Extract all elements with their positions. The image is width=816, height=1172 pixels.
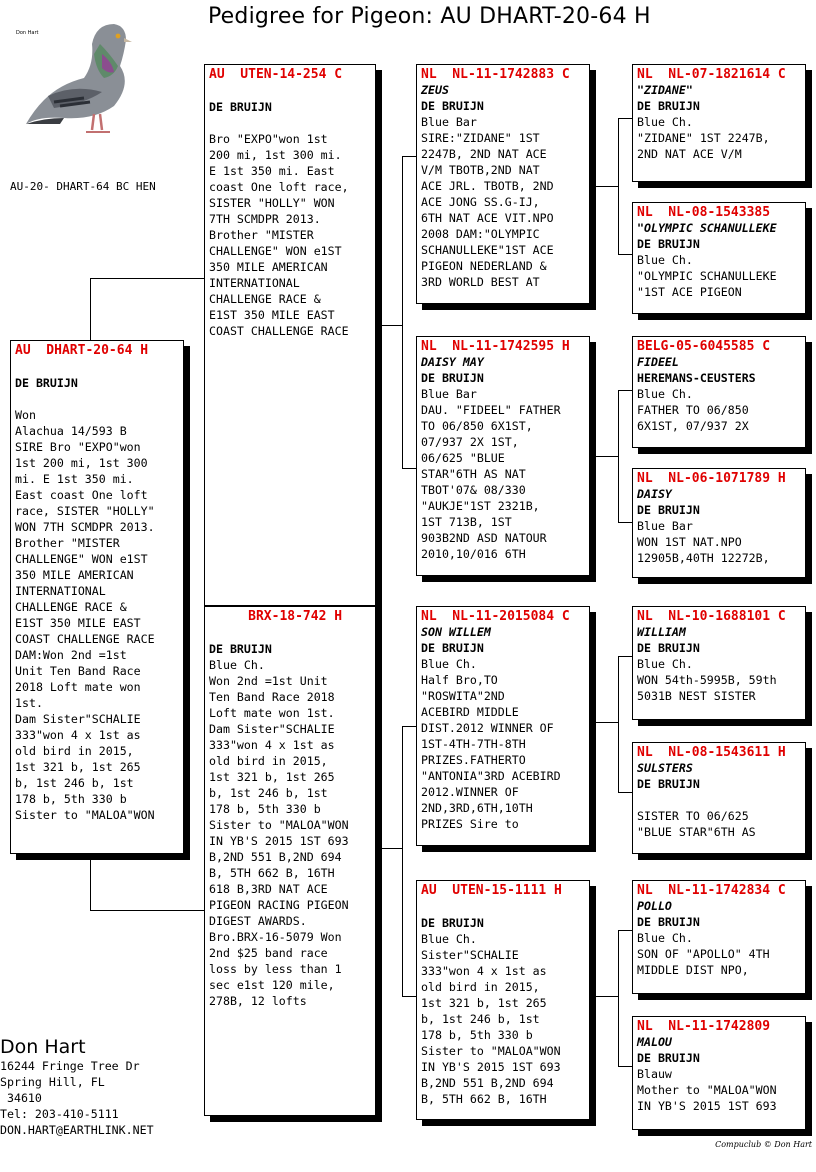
connector-line: [618, 792, 632, 793]
sire-dam-dam-card[interactable]: [632, 468, 806, 578]
ring-number: NL NL-08-1543611 H: [637, 745, 786, 760]
color: Blue Ch.: [209, 658, 265, 672]
pigeon-name: WILLIAM: [637, 625, 686, 639]
ring-number: NL NL-06-1071789 H: [637, 471, 786, 486]
connector-line: [618, 656, 632, 657]
pigeon-name: POLLO: [637, 899, 672, 913]
notes: Sister"SCHALIE 333"won 4 x 1st as old bird in 2015, 1st 321 b, 1st 265 b, 1st 246 b, 1st 178 b, 5th 330 b Sister to "MALOA"WON IN YB'S 2015 1ST 693 B,2ND 551 B,2ND 694 B, 5TH 662 B, 16TH: [421, 948, 561, 1106]
dam-dam-card[interactable]: [416, 880, 590, 1120]
connector-line: [618, 254, 632, 255]
connector-line: [402, 468, 416, 469]
color: Blue Ch.: [637, 115, 693, 129]
connector-line: [90, 852, 91, 910]
dam-sire-dam-card[interactable]: [632, 742, 806, 854]
dam-dam-sire-card[interactable]: [632, 880, 806, 994]
pigeon-photo: [14, 14, 144, 139]
bird-tag: AU-20- DHART-64 BC HEN: [10, 180, 156, 193]
ring-number: AU UTEN-14-254 C: [209, 67, 343, 82]
ring-number: NL NL-10-1688101 C: [637, 609, 786, 624]
color: Blue Ch.: [637, 387, 693, 401]
color: Blauw: [637, 1067, 672, 1081]
connector-line: [590, 722, 618, 723]
sire-dam-sire-card[interactable]: [632, 336, 806, 448]
connector-line: [590, 996, 618, 997]
notes: Bro "EXPO"won 1st 200 mi, 1st 300 mi. E 1st 350 mi. East coast One loft race, SISTER "HOLLY" WON 7TH SCMDPR 2013. Brother "MISTER CHALLENGE" WON e1ST 350 MILE AMERICAN INTERNATIONAL CHALLENGE RACE & E1ST 350 MILE EAST COAST CHALLENGE RACE: [209, 132, 349, 338]
connector-line: [618, 930, 632, 931]
breeder: DE BRUIJN: [421, 99, 484, 113]
pigeon-name: ZEUS: [421, 83, 449, 97]
notes: "OLYMPIC SCHANULLEKE "1ST ACE PIGEON: [637, 269, 777, 299]
owner-info: [0, 1036, 154, 1138]
breeder: DE BRUIJN: [421, 371, 484, 385]
connector-line: [618, 118, 632, 119]
photo-watermark: Don Hart: [16, 30, 39, 36]
color: Blue Ch.: [421, 932, 477, 946]
breeder: DE BRUIJN: [637, 99, 700, 113]
connector-line: [618, 930, 619, 1066]
connector-line: [590, 456, 618, 457]
connector-line: [376, 325, 402, 326]
breeder: DE BRUIJN: [209, 100, 272, 114]
sire-sire-sire-card[interactable]: [632, 64, 806, 182]
ring-number: NL NL-11-1742595 H: [421, 339, 570, 354]
connector-line: [618, 522, 632, 523]
connector-line: [618, 390, 619, 522]
connector-line: [376, 848, 402, 849]
notes: Mother to "MALOA"WON IN YB'S 2015 1ST 693: [637, 1083, 777, 1113]
owner-phone: Tel: 203-410-5111: [0, 1107, 119, 1121]
color: Blue Bar: [637, 519, 693, 533]
owner-address2: Spring Hill, FL: [0, 1075, 105, 1089]
pigeon-name: SULSTERS: [637, 761, 693, 775]
color: Blue Bar: [421, 387, 477, 401]
connector-line: [618, 390, 632, 391]
breeder: DE BRUIJN: [637, 915, 700, 929]
connector-line: [90, 910, 204, 911]
pigeon-name: "ZIDANE": [637, 83, 693, 97]
pigeon-name: DAISY MAY: [421, 355, 484, 369]
connector-line: [618, 1066, 632, 1067]
ring-number: NL NL-11-1742883 C: [421, 67, 570, 82]
ring-number: BRX-18-742 H: [209, 609, 343, 624]
breeder: DE BRUIJN: [637, 237, 700, 251]
pigeon-name: "OLYMPIC SCHANULLEKE: [637, 221, 777, 235]
subject-card[interactable]: [10, 340, 184, 854]
owner-email: DON.HART@EARTHLINK.NET: [0, 1123, 154, 1137]
notes: SON OF "APOLLO" 4TH MIDDLE DIST NPO,: [637, 947, 770, 977]
ring-number: NL NL-08-1543385: [637, 205, 771, 220]
connector-line: [618, 656, 619, 792]
breeder: DE BRUIJN: [637, 641, 700, 655]
connector-line: [402, 156, 403, 468]
notes: SISTER TO 06/625 "BLUE STAR"6TH AS: [637, 809, 756, 839]
dam-sire-card[interactable]: [416, 606, 590, 846]
ring-number: NL NL-11-1742809: [637, 1019, 771, 1034]
footer-credit: Compuclub © Don Hart: [715, 1140, 812, 1149]
notes: "ZIDANE" 1ST 2247B, 2ND NAT ACE V/M: [637, 131, 770, 161]
breeder: DE BRUIJN: [209, 642, 272, 656]
notes: Won Alachua 14/593 B SIRE Bro "EXPO"won 1st 200 mi, 1st 300 mi. E 1st 350 mi. East coast One loft race, SISTER "HOLLY" WON 7TH SCMDPR 2013. Brother "MISTER CHALLENGE" WON e1ST 350 MILE AMERICAN INTERNATIONAL CHALLENGE RACE & E1ST 350 MILE EAST COAST CHALLENGE RACE DAM:Won 2nd =1st Unit Ten Band Race 2018 Loft mate won 1st. Dam Sister"SCHALIE 333"won 4 x 1st as old bird in 2015, 1st 321 b, 1st 265 b, 1st 246 b, 1st 178 b, 5th 330 b Sister to "MALOA"WON: [15, 408, 155, 822]
color: Blue Ch.: [637, 931, 693, 945]
connector-line: [90, 278, 204, 279]
connector-line: [590, 186, 618, 187]
breeder: DE BRUIJN: [421, 641, 484, 655]
ring-number: AU UTEN-15-1111 H: [421, 883, 562, 898]
pigeon-name: FIDEEL: [637, 355, 679, 369]
connector-line: [90, 278, 91, 340]
ring-number: NL NL-11-1742834 C: [637, 883, 786, 898]
notes: Won 2nd =1st Unit Ten Band Race 2018 Loft mate won 1st. Dam Sister"SCHALIE 333"won 4 x 1st as old bird in 2015, 1st 321 b, 1st 265 b, 1st 246 b, 1st 178 b, 5th 330 b Sister to "MALOA"WON IN YB'S 2015 1ST 693 B,2ND 551 B,2ND 694 B, 5TH 662 B, 16TH 618 B,3RD NAT ACE PIGEON RACING PIGEON DIGEST AWARDS. Bro.BRX-16-5079 Won 2nd $25 band race loss by less than 1 sec e1st 120 mile, 278B, 12 lofts: [209, 674, 349, 1008]
ring-number: NL NL-11-2015084 C: [421, 609, 570, 624]
notes: WON 1ST NAT.NPO 12905B,40TH 12272B,: [637, 535, 770, 565]
owner-name: Don Hart: [0, 1036, 86, 1058]
breeder: DE BRUIJN: [637, 503, 700, 517]
connector-line: [402, 996, 416, 997]
notes: Half Bro,TO "ROSWITA"2ND ACEBIRD MIDDLE DIST.2012 WINNER OF 1ST-4TH-7TH-8TH PRIZES.FATHERTO "ANTONIA"3RD ACEBIRD 2012.WINNER OF 2ND,3RD,6TH,10TH PRIZES Sire to: [421, 673, 561, 831]
ring-number: BELG-05-6045585 C: [637, 339, 771, 354]
ring-number: NL NL-07-1821614 C: [637, 67, 786, 82]
connector-line: [402, 156, 416, 157]
dam-dam-dam-card[interactable]: [632, 1016, 806, 1130]
notes: FATHER TO 06/850 6X1ST, 07/937 2X: [637, 403, 749, 433]
pigeon-name: SON WILLEM: [421, 625, 491, 639]
color: Blue Ch.: [421, 657, 477, 671]
color: Blue Ch.: [637, 657, 693, 671]
connector-line: [618, 118, 619, 254]
pigeon-name: DAISY: [637, 487, 672, 501]
dam-card[interactable]: [204, 606, 376, 1116]
sire-dam-card[interactable]: [416, 336, 590, 576]
sire-sire-card[interactable]: [416, 64, 590, 304]
breeder: DE BRUIJN: [637, 1051, 700, 1065]
page-title: Pedigree for Pigeon: AU DHART-20-64 H: [208, 4, 651, 29]
pigeon-name: MALOU: [637, 1035, 672, 1049]
breeder: DE BRUIJN: [15, 376, 78, 390]
breeder: HEREMANS-CEUSTERS: [637, 371, 756, 385]
sire-sire-dam-card[interactable]: [632, 202, 806, 314]
connector-line: [402, 726, 403, 996]
color: Blue Bar: [421, 115, 477, 129]
notes: WON 54th-5995B, 59th 5031B NEST SISTER: [637, 673, 777, 703]
ring-number: AU DHART-20-64 H: [15, 343, 149, 358]
sire-card[interactable]: [204, 64, 376, 606]
dam-sire-sire-card[interactable]: [632, 606, 806, 720]
breeder: DE BRUIJN: [637, 777, 700, 791]
notes: DAU. "FIDEEL" FATHER TO 06/850 6X1ST, 07/937 2X 1ST, 06/625 "BLUE STAR"6TH AS NAT TBOT'07& 08/330 "AUKJE"1ST 2321B, 1ST 713B, 1ST 903B2ND ASD NATOUR 2010,10/016 6TH: [421, 403, 561, 561]
owner-address1: 16244 Fringe Tree Dr: [0, 1059, 140, 1073]
owner-zip: 34610: [0, 1091, 42, 1105]
breeder: DE BRUIJN: [421, 916, 484, 930]
color: Blue Ch.: [637, 253, 693, 267]
connector-line: [402, 726, 416, 727]
notes: SIRE:"ZIDANE" 1ST 2247B, 2ND NAT ACE V/M TBOTB,2ND NAT ACE JRL. TBOTB, 2ND ACE JONG SS.G-IJ, 6TH NAT ACE VIT.NPO 2008 DAM:"OLYMPIC SCHANULLEKE"1ST ACE PIGEON NEDERLAND & 3RD WORLD BEST AT: [421, 131, 554, 289]
